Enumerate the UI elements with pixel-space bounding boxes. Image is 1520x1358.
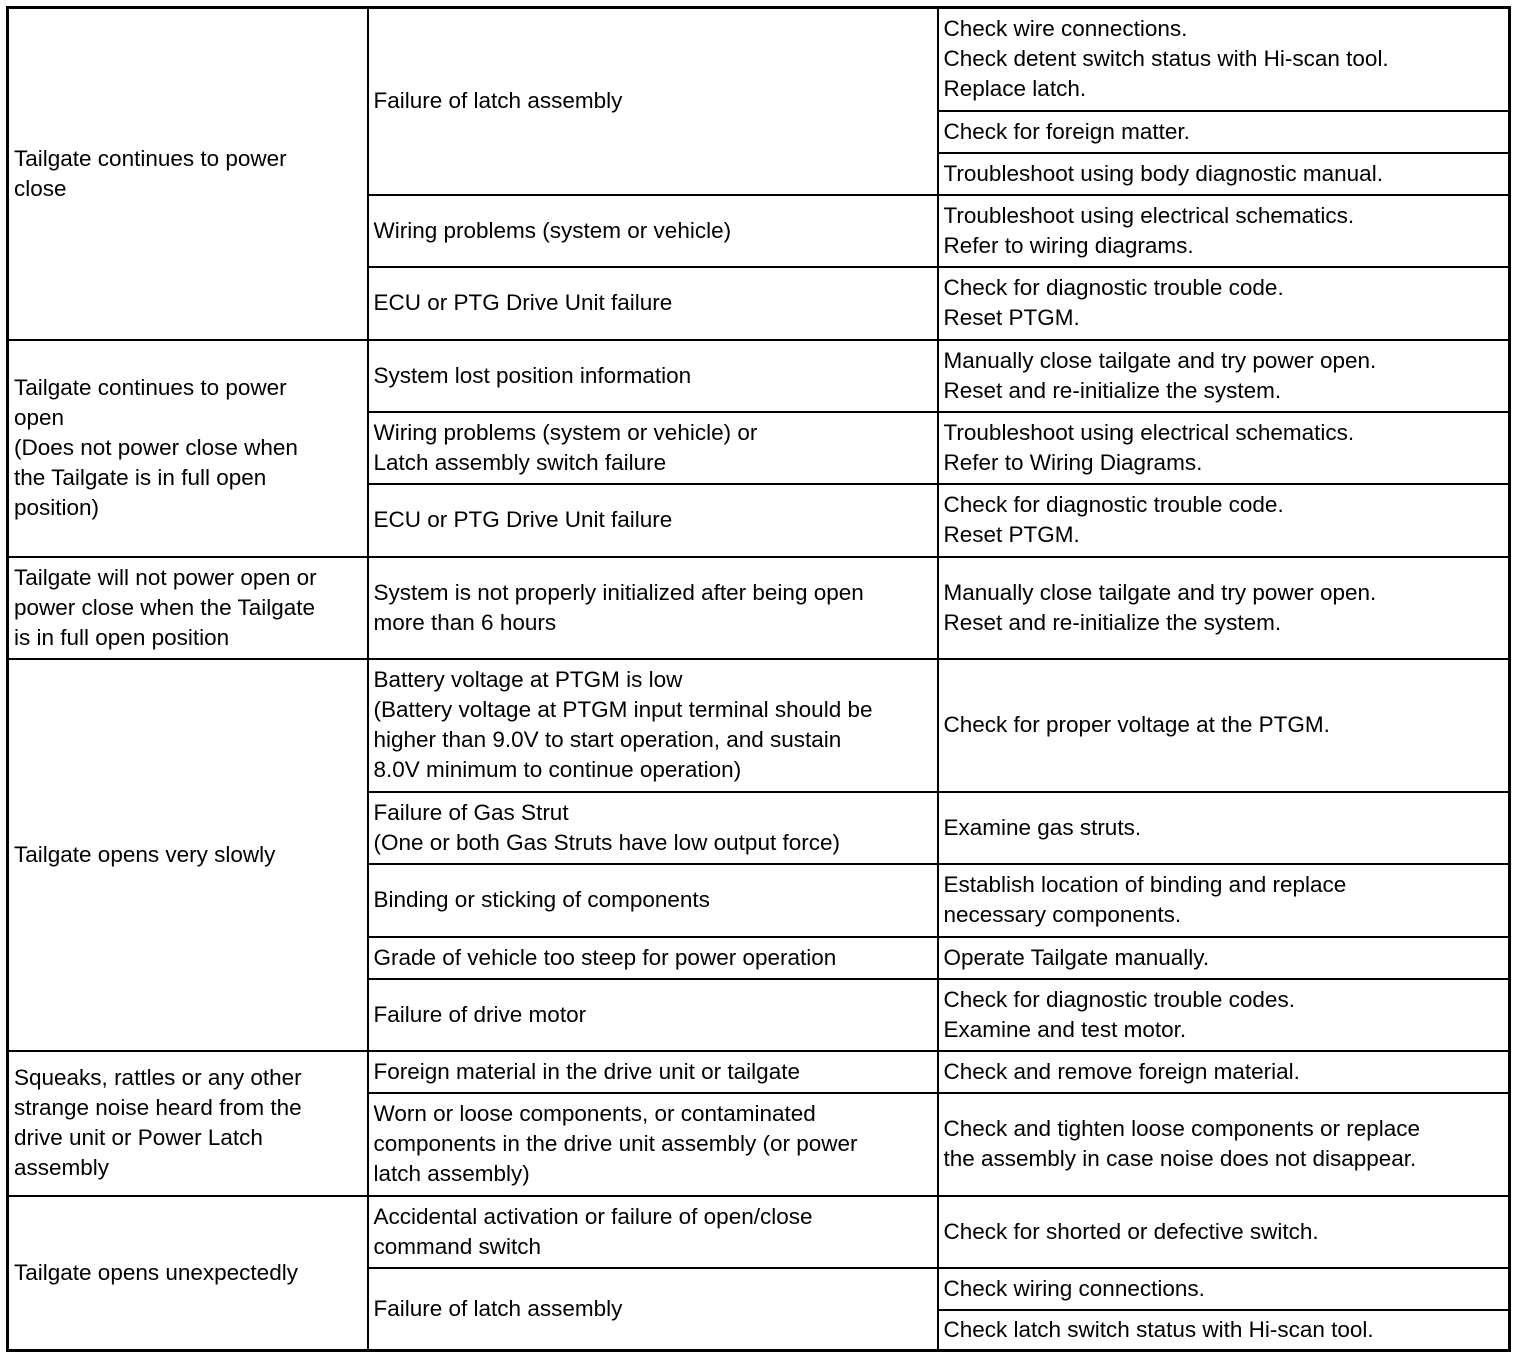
cause-cell: Failure of latch assembly bbox=[368, 1268, 938, 1351]
symptom-cell: Tailgate opens unexpectedly bbox=[8, 1196, 368, 1351]
remedy-cell: Check for diagnostic trouble code. Reset PTGM. bbox=[938, 484, 1510, 557]
table-row bbox=[8, 557, 1510, 659]
symptom-cell: Tailgate continues to power open (Does not power close when the Tailgate is in full open position) bbox=[8, 340, 368, 557]
remedy-cell: Examine gas struts. bbox=[938, 792, 1510, 864]
troubleshooting-sheet bbox=[6, 6, 1511, 1352]
cause-cell: System is not properly initialized after being open more than 6 hours bbox=[368, 557, 938, 659]
cause-cell: Foreign material in the drive unit or tailgate bbox=[368, 1051, 938, 1093]
symptom-cell: Squeaks, rattles or any other strange noise heard from the drive unit or Power Latch assembly bbox=[8, 1051, 368, 1196]
remedy-cell: Check and tighten loose components or replace the assembly in case noise does not disappear. bbox=[938, 1093, 1510, 1196]
cause-cell: Grade of vehicle too steep for power operation bbox=[368, 937, 938, 979]
table-row bbox=[8, 1051, 1510, 1093]
remedy-cell: Troubleshoot using electrical schematics. Refer to wiring diagrams. bbox=[938, 195, 1510, 267]
remedy-cell: Check for diagnostic trouble code. Reset PTGM. bbox=[938, 267, 1510, 340]
remedy-cell: Operate Tailgate manually. bbox=[938, 937, 1510, 979]
remedy-cell: Troubleshoot using electrical schematics. Refer to Wiring Diagrams. bbox=[938, 412, 1510, 484]
remedy-cell: Troubleshoot using body diagnostic manual. bbox=[938, 153, 1510, 195]
cause-cell: Accidental activation or failure of open/close command switch bbox=[368, 1196, 938, 1268]
remedy-cell: Establish location of binding and replace necessary components. bbox=[938, 864, 1510, 937]
troubleshooting-table bbox=[6, 6, 1511, 1352]
cause-cell: Worn or loose components, or contaminated components in the drive unit assembly (or power latch assembly) bbox=[368, 1093, 938, 1196]
symptom-cell: Tailgate will not power open or power close when the Tailgate is in full open position bbox=[8, 557, 368, 659]
table-row bbox=[8, 340, 1510, 412]
cause-cell: System lost position information bbox=[368, 340, 938, 412]
cause-cell: ECU or PTG Drive Unit failure bbox=[368, 484, 938, 557]
remedy-cell: Check for diagnostic trouble codes. Examine and test motor. bbox=[938, 979, 1510, 1051]
cause-cell: Battery voltage at PTGM is low (Battery voltage at PTGM input terminal should be higher than 9.0V to start operation, and sustain 8.0V minimum to continue operation) bbox=[368, 659, 938, 792]
remedy-cell: Check wire connections. Check detent switch status with Hi-scan tool. Replace latch. bbox=[938, 8, 1510, 111]
cause-cell: Binding or sticking of components bbox=[368, 864, 938, 937]
table-row bbox=[8, 659, 1510, 792]
remedy-cell: Manually close tailgate and try power open. Reset and re-initialize the system. bbox=[938, 340, 1510, 412]
cause-cell: Failure of latch assembly bbox=[368, 8, 938, 195]
remedy-cell: Check and remove foreign material. bbox=[938, 1051, 1510, 1093]
remedy-cell: Check for proper voltage at the PTGM. bbox=[938, 659, 1510, 792]
cause-cell: ECU or PTG Drive Unit failure bbox=[368, 267, 938, 340]
cause-cell: Wiring problems (system or vehicle) bbox=[368, 195, 938, 267]
cause-cell: Failure of Gas Strut (One or both Gas Struts have low output force) bbox=[368, 792, 938, 864]
symptom-cell: Tailgate continues to power close bbox=[8, 8, 368, 340]
symptom-cell: Tailgate opens very slowly bbox=[8, 659, 368, 1051]
remedy-cell: Manually close tailgate and try power open. Reset and re-initialize the system. bbox=[938, 557, 1510, 659]
remedy-cell: Check wiring connections. bbox=[938, 1268, 1510, 1310]
table-row bbox=[8, 8, 1510, 111]
table-row bbox=[8, 1196, 1510, 1268]
remedy-cell: Check for shorted or defective switch. bbox=[938, 1196, 1510, 1268]
remedy-cell: Check for foreign matter. bbox=[938, 111, 1510, 153]
remedy-cell: Check latch switch status with Hi-scan tool. bbox=[938, 1310, 1510, 1351]
cause-cell: Failure of drive motor bbox=[368, 979, 938, 1051]
cause-cell: Wiring problems (system or vehicle) or Latch assembly switch failure bbox=[368, 412, 938, 484]
